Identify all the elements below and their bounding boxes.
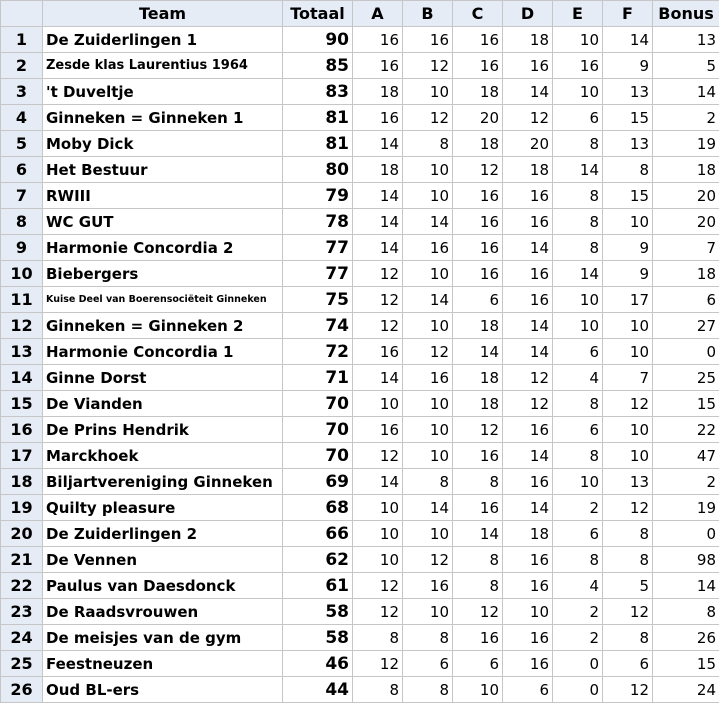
score-d-cell[interactable]: 12 bbox=[503, 365, 553, 391]
bonus-cell[interactable]: 20 bbox=[653, 183, 719, 209]
rank-cell[interactable]: 14 bbox=[1, 365, 43, 391]
team-cell[interactable]: Biebergers bbox=[43, 261, 283, 287]
score-e-cell[interactable]: 16 bbox=[553, 53, 603, 79]
bonus-cell[interactable]: 24 bbox=[653, 677, 719, 703]
score-f-cell[interactable]: 8 bbox=[603, 521, 653, 547]
score-f-cell[interactable]: 9 bbox=[603, 53, 653, 79]
table-row bbox=[1, 495, 719, 521]
bonus-cell[interactable]: 7 bbox=[653, 235, 719, 261]
score-a-cell[interactable]: 14 bbox=[353, 469, 403, 495]
score-c-cell[interactable]: 16 bbox=[453, 261, 503, 287]
score-c-cell[interactable]: 16 bbox=[453, 235, 503, 261]
score-f-cell[interactable]: 12 bbox=[603, 599, 653, 625]
table-body bbox=[1, 27, 719, 703]
header-c[interactable]: C bbox=[453, 1, 503, 27]
score-f-cell[interactable]: 10 bbox=[603, 339, 653, 365]
rank-cell[interactable]: 24 bbox=[1, 625, 43, 651]
score-f-cell[interactable]: 12 bbox=[603, 391, 653, 417]
score-d-cell[interactable]: 16 bbox=[503, 287, 553, 313]
rank-cell[interactable]: 4 bbox=[1, 105, 43, 131]
rank-cell[interactable]: 23 bbox=[1, 599, 43, 625]
table-row bbox=[1, 469, 719, 495]
score-e-cell[interactable]: 10 bbox=[553, 27, 603, 53]
score-f-cell[interactable]: 14 bbox=[603, 27, 653, 53]
score-e-cell[interactable]: 0 bbox=[553, 651, 603, 677]
table-row bbox=[1, 183, 719, 209]
score-a-cell[interactable]: 16 bbox=[353, 417, 403, 443]
total-cell[interactable]: 79 bbox=[283, 183, 353, 209]
score-f-cell[interactable]: 8 bbox=[603, 625, 653, 651]
total-cell[interactable]: 83 bbox=[283, 79, 353, 105]
score-e-cell[interactable]: 8 bbox=[553, 209, 603, 235]
score-a-cell[interactable]: 14 bbox=[353, 183, 403, 209]
score-c-cell[interactable]: 16 bbox=[453, 27, 503, 53]
score-c-cell[interactable]: 16 bbox=[453, 495, 503, 521]
bonus-cell[interactable]: 5 bbox=[653, 53, 719, 79]
score-d-cell[interactable]: 18 bbox=[503, 521, 553, 547]
score-d-cell[interactable]: 16 bbox=[503, 573, 553, 599]
total-cell[interactable]: 70 bbox=[283, 391, 353, 417]
rank-cell[interactable]: 9 bbox=[1, 235, 43, 261]
team-cell[interactable]: Het Bestuur bbox=[43, 157, 283, 183]
table-row bbox=[1, 105, 719, 131]
bonus-cell[interactable]: 13 bbox=[653, 27, 719, 53]
rank-cell[interactable]: 21 bbox=[1, 547, 43, 573]
bonus-cell[interactable]: 6 bbox=[653, 287, 719, 313]
score-d-cell[interactable]: 16 bbox=[503, 183, 553, 209]
total-cell[interactable]: 58 bbox=[283, 625, 353, 651]
total-cell[interactable]: 61 bbox=[283, 573, 353, 599]
score-d-cell[interactable]: 14 bbox=[503, 339, 553, 365]
score-c-cell[interactable]: 12 bbox=[453, 157, 503, 183]
score-c-cell[interactable]: 16 bbox=[453, 625, 503, 651]
score-e-cell[interactable]: 2 bbox=[553, 495, 603, 521]
bonus-cell[interactable]: 98 bbox=[653, 547, 719, 573]
rank-cell[interactable]: 26 bbox=[1, 677, 43, 703]
rank-cell[interactable]: 19 bbox=[1, 495, 43, 521]
score-e-cell[interactable]: 6 bbox=[553, 105, 603, 131]
score-b-cell[interactable]: 16 bbox=[403, 27, 453, 53]
score-b-cell[interactable]: 10 bbox=[403, 79, 453, 105]
bonus-cell[interactable]: 14 bbox=[653, 573, 719, 599]
score-b-cell[interactable]: 12 bbox=[403, 547, 453, 573]
score-d-cell[interactable]: 14 bbox=[503, 313, 553, 339]
score-a-cell[interactable]: 16 bbox=[353, 105, 403, 131]
score-a-cell[interactable]: 10 bbox=[353, 495, 403, 521]
team-cell[interactable]: De Zuiderlingen 1 bbox=[43, 27, 283, 53]
score-e-cell[interactable]: 10 bbox=[553, 287, 603, 313]
score-a-cell[interactable]: 12 bbox=[353, 651, 403, 677]
score-f-cell[interactable]: 6 bbox=[603, 651, 653, 677]
team-cell[interactable]: Ginneken = Ginneken 1 bbox=[43, 105, 283, 131]
score-b-cell[interactable]: 10 bbox=[403, 443, 453, 469]
score-c-cell[interactable]: 18 bbox=[453, 131, 503, 157]
bonus-cell[interactable]: 25 bbox=[653, 365, 719, 391]
team-cell[interactable]: Feestneuzen bbox=[43, 651, 283, 677]
score-d-cell[interactable]: 14 bbox=[503, 443, 553, 469]
score-e-cell[interactable]: 2 bbox=[553, 599, 603, 625]
total-cell[interactable]: 58 bbox=[283, 599, 353, 625]
score-e-cell[interactable]: 6 bbox=[553, 339, 603, 365]
team-cell[interactable]: Harmonie Concordia 1 bbox=[43, 339, 283, 365]
score-f-cell[interactable]: 13 bbox=[603, 469, 653, 495]
header-team[interactable]: Team bbox=[43, 1, 283, 27]
score-f-cell[interactable]: 8 bbox=[603, 157, 653, 183]
bonus-cell[interactable]: 26 bbox=[653, 625, 719, 651]
bonus-cell[interactable]: 2 bbox=[653, 469, 719, 495]
score-c-cell[interactable]: 20 bbox=[453, 105, 503, 131]
score-b-cell[interactable]: 14 bbox=[403, 209, 453, 235]
table-row bbox=[1, 599, 719, 625]
rank-cell[interactable]: 10 bbox=[1, 261, 43, 287]
rank-cell[interactable]: 12 bbox=[1, 313, 43, 339]
score-a-cell[interactable]: 16 bbox=[353, 53, 403, 79]
score-d-cell[interactable]: 12 bbox=[503, 105, 553, 131]
score-f-cell[interactable]: 9 bbox=[603, 261, 653, 287]
score-e-cell[interactable]: 8 bbox=[553, 131, 603, 157]
score-d-cell[interactable]: 14 bbox=[503, 79, 553, 105]
team-cell[interactable]: Harmonie Concordia 2 bbox=[43, 235, 283, 261]
score-d-cell[interactable]: 14 bbox=[503, 235, 553, 261]
score-e-cell[interactable]: 10 bbox=[553, 79, 603, 105]
table-row bbox=[1, 417, 719, 443]
team-cell[interactable]: Moby Dick bbox=[43, 131, 283, 157]
team-cell[interactable]: Biljartvereniging Ginneken bbox=[43, 469, 283, 495]
score-e-cell[interactable]: 14 bbox=[553, 261, 603, 287]
score-a-cell[interactable]: 18 bbox=[353, 157, 403, 183]
header-f[interactable]: F bbox=[603, 1, 653, 27]
score-b-cell[interactable]: 14 bbox=[403, 495, 453, 521]
total-cell[interactable]: 75 bbox=[283, 287, 353, 313]
score-a-cell[interactable]: 12 bbox=[353, 261, 403, 287]
score-a-cell[interactable]: 12 bbox=[353, 599, 403, 625]
score-b-cell[interactable]: 10 bbox=[403, 417, 453, 443]
rank-cell[interactable]: 1 bbox=[1, 27, 43, 53]
total-cell[interactable]: 74 bbox=[283, 313, 353, 339]
score-e-cell[interactable]: 8 bbox=[553, 183, 603, 209]
score-d-cell[interactable]: 10 bbox=[503, 599, 553, 625]
table-row bbox=[1, 235, 719, 261]
score-c-cell[interactable]: 16 bbox=[453, 443, 503, 469]
total-cell[interactable]: 46 bbox=[283, 651, 353, 677]
table-row bbox=[1, 651, 719, 677]
rank-cell[interactable]: 3 bbox=[1, 79, 43, 105]
score-f-cell[interactable]: 10 bbox=[603, 209, 653, 235]
score-b-cell[interactable]: 16 bbox=[403, 365, 453, 391]
bonus-cell[interactable]: 0 bbox=[653, 339, 719, 365]
table-row bbox=[1, 339, 719, 365]
table-row bbox=[1, 365, 719, 391]
score-f-cell[interactable]: 7 bbox=[603, 365, 653, 391]
score-c-cell[interactable]: 16 bbox=[453, 209, 503, 235]
score-f-cell[interactable]: 12 bbox=[603, 677, 653, 703]
score-c-cell[interactable]: 12 bbox=[453, 417, 503, 443]
total-cell[interactable]: 80 bbox=[283, 157, 353, 183]
score-a-cell[interactable]: 18 bbox=[353, 79, 403, 105]
score-e-cell[interactable]: 8 bbox=[553, 235, 603, 261]
bonus-cell[interactable]: 0 bbox=[653, 521, 719, 547]
score-b-cell[interactable]: 8 bbox=[403, 677, 453, 703]
score-c-cell[interactable]: 8 bbox=[453, 573, 503, 599]
score-e-cell[interactable]: 8 bbox=[553, 391, 603, 417]
score-a-cell[interactable]: 12 bbox=[353, 287, 403, 313]
header-row bbox=[1, 1, 719, 27]
score-a-cell[interactable]: 12 bbox=[353, 313, 403, 339]
score-a-cell[interactable]: 14 bbox=[353, 365, 403, 391]
score-f-cell[interactable]: 10 bbox=[603, 443, 653, 469]
score-b-cell[interactable]: 10 bbox=[403, 391, 453, 417]
score-c-cell[interactable]: 18 bbox=[453, 365, 503, 391]
table-row bbox=[1, 131, 719, 157]
table-row bbox=[1, 573, 719, 599]
score-c-cell[interactable]: 6 bbox=[453, 287, 503, 313]
total-cell[interactable]: 62 bbox=[283, 547, 353, 573]
team-cell[interactable]: Ginneken = Ginneken 2 bbox=[43, 313, 283, 339]
bonus-cell[interactable]: 2 bbox=[653, 105, 719, 131]
score-c-cell[interactable]: 10 bbox=[453, 677, 503, 703]
team-cell[interactable]: De meisjes van de gym bbox=[43, 625, 283, 651]
total-cell[interactable]: 68 bbox=[283, 495, 353, 521]
bonus-cell[interactable]: 22 bbox=[653, 417, 719, 443]
score-c-cell[interactable]: 8 bbox=[453, 547, 503, 573]
rank-cell[interactable]: 5 bbox=[1, 131, 43, 157]
bonus-cell[interactable]: 8 bbox=[653, 599, 719, 625]
score-f-cell[interactable]: 15 bbox=[603, 105, 653, 131]
score-e-cell[interactable]: 6 bbox=[553, 417, 603, 443]
score-e-cell[interactable]: 2 bbox=[553, 625, 603, 651]
bonus-cell[interactable]: 19 bbox=[653, 131, 719, 157]
score-e-cell[interactable]: 8 bbox=[553, 547, 603, 573]
table-row bbox=[1, 287, 719, 313]
total-cell[interactable]: 78 bbox=[283, 209, 353, 235]
score-a-cell[interactable]: 14 bbox=[353, 235, 403, 261]
team-cell[interactable]: De Vianden bbox=[43, 391, 283, 417]
table-row bbox=[1, 53, 719, 79]
rank-cell[interactable]: 17 bbox=[1, 443, 43, 469]
score-d-cell[interactable]: 16 bbox=[503, 417, 553, 443]
score-f-cell[interactable]: 12 bbox=[603, 495, 653, 521]
score-b-cell[interactable]: 10 bbox=[403, 599, 453, 625]
score-a-cell[interactable]: 14 bbox=[353, 209, 403, 235]
rank-cell[interactable]: 22 bbox=[1, 573, 43, 599]
bonus-cell[interactable]: 18 bbox=[653, 261, 719, 287]
score-c-cell[interactable]: 16 bbox=[453, 53, 503, 79]
score-b-cell[interactable]: 16 bbox=[403, 235, 453, 261]
score-d-cell[interactable]: 18 bbox=[503, 27, 553, 53]
score-e-cell[interactable]: 0 bbox=[553, 677, 603, 703]
score-d-cell[interactable]: 16 bbox=[503, 651, 553, 677]
rank-cell[interactable]: 11 bbox=[1, 287, 43, 313]
score-b-cell[interactable]: 10 bbox=[403, 157, 453, 183]
score-a-cell[interactable]: 12 bbox=[353, 443, 403, 469]
score-b-cell[interactable]: 8 bbox=[403, 625, 453, 651]
score-b-cell[interactable]: 12 bbox=[403, 53, 453, 79]
table-row bbox=[1, 625, 719, 651]
score-b-cell[interactable]: 10 bbox=[403, 183, 453, 209]
score-d-cell[interactable]: 16 bbox=[503, 625, 553, 651]
score-f-cell[interactable]: 5 bbox=[603, 573, 653, 599]
team-cell[interactable]: De Prins Hendrik bbox=[43, 417, 283, 443]
score-c-cell[interactable]: 14 bbox=[453, 521, 503, 547]
score-b-cell[interactable]: 10 bbox=[403, 261, 453, 287]
score-b-cell[interactable]: 12 bbox=[403, 339, 453, 365]
score-e-cell[interactable]: 4 bbox=[553, 365, 603, 391]
bonus-cell[interactable]: 15 bbox=[653, 391, 719, 417]
bonus-cell[interactable]: 19 bbox=[653, 495, 719, 521]
total-cell[interactable]: 44 bbox=[283, 677, 353, 703]
team-cell[interactable]: WC GUT bbox=[43, 209, 283, 235]
bonus-cell[interactable]: 47 bbox=[653, 443, 719, 469]
bonus-cell[interactable]: 20 bbox=[653, 209, 719, 235]
score-d-cell[interactable]: 16 bbox=[503, 209, 553, 235]
score-c-cell[interactable]: 14 bbox=[453, 339, 503, 365]
score-b-cell[interactable]: 8 bbox=[403, 131, 453, 157]
score-a-cell[interactable]: 10 bbox=[353, 521, 403, 547]
team-cell[interactable]: Zesde klas Laurentius 1964 bbox=[43, 53, 283, 79]
total-cell[interactable]: 70 bbox=[283, 443, 353, 469]
score-e-cell[interactable]: 4 bbox=[553, 573, 603, 599]
table-row bbox=[1, 261, 719, 287]
team-cell[interactable]: De Vennen bbox=[43, 547, 283, 573]
rank-cell[interactable]: 25 bbox=[1, 651, 43, 677]
score-e-cell[interactable]: 10 bbox=[553, 313, 603, 339]
score-a-cell[interactable]: 8 bbox=[353, 677, 403, 703]
rank-cell[interactable]: 18 bbox=[1, 469, 43, 495]
score-f-cell[interactable]: 8 bbox=[603, 547, 653, 573]
score-d-cell[interactable]: 12 bbox=[503, 391, 553, 417]
team-cell[interactable]: Quilty pleasure bbox=[43, 495, 283, 521]
table-row bbox=[1, 547, 719, 573]
total-cell[interactable]: 85 bbox=[283, 53, 353, 79]
score-a-cell[interactable]: 8 bbox=[353, 625, 403, 651]
total-cell[interactable]: 81 bbox=[283, 105, 353, 131]
header-e[interactable]: E bbox=[553, 1, 603, 27]
score-c-cell[interactable]: 8 bbox=[453, 469, 503, 495]
table-row bbox=[1, 209, 719, 235]
score-b-cell[interactable]: 10 bbox=[403, 313, 453, 339]
team-cell[interactable]: Oud BL-ers bbox=[43, 677, 283, 703]
score-e-cell[interactable]: 6 bbox=[553, 521, 603, 547]
total-cell[interactable]: 72 bbox=[283, 339, 353, 365]
score-b-cell[interactable]: 14 bbox=[403, 287, 453, 313]
score-c-cell[interactable]: 12 bbox=[453, 599, 503, 625]
table-row bbox=[1, 27, 719, 53]
bonus-cell[interactable]: 18 bbox=[653, 157, 719, 183]
team-cell[interactable]: Kuise Deel van Boerensociëteit Ginneken bbox=[43, 287, 283, 313]
total-cell[interactable]: 69 bbox=[283, 469, 353, 495]
score-f-cell[interactable]: 10 bbox=[603, 417, 653, 443]
score-b-cell[interactable]: 10 bbox=[403, 521, 453, 547]
score-a-cell[interactable]: 10 bbox=[353, 547, 403, 573]
score-d-cell[interactable]: 6 bbox=[503, 677, 553, 703]
score-b-cell[interactable]: 12 bbox=[403, 105, 453, 131]
score-c-cell[interactable]: 18 bbox=[453, 313, 503, 339]
total-cell[interactable]: 77 bbox=[283, 235, 353, 261]
score-f-cell[interactable]: 10 bbox=[603, 313, 653, 339]
team-cell[interactable]: Ginne Dorst bbox=[43, 365, 283, 391]
table-row bbox=[1, 677, 719, 703]
rank-cell[interactable]: 2 bbox=[1, 53, 43, 79]
score-f-cell[interactable]: 13 bbox=[603, 79, 653, 105]
total-cell[interactable]: 77 bbox=[283, 261, 353, 287]
score-f-cell[interactable]: 15 bbox=[603, 183, 653, 209]
score-a-cell[interactable]: 10 bbox=[353, 391, 403, 417]
team-cell[interactable]: Marckhoek bbox=[43, 443, 283, 469]
bonus-cell[interactable]: 27 bbox=[653, 313, 719, 339]
score-f-cell[interactable]: 17 bbox=[603, 287, 653, 313]
header-total[interactable]: Totaal bbox=[283, 1, 353, 27]
total-cell[interactable]: 70 bbox=[283, 417, 353, 443]
rank-cell[interactable]: 6 bbox=[1, 157, 43, 183]
header-bonus[interactable]: Bonus bbox=[653, 1, 719, 27]
score-d-cell[interactable]: 16 bbox=[503, 261, 553, 287]
score-d-cell[interactable]: 18 bbox=[503, 157, 553, 183]
bonus-cell[interactable]: 14 bbox=[653, 79, 719, 105]
header-a[interactable]: A bbox=[353, 1, 403, 27]
score-f-cell[interactable]: 13 bbox=[603, 131, 653, 157]
rank-cell[interactable]: 15 bbox=[1, 391, 43, 417]
score-d-cell[interactable]: 16 bbox=[503, 53, 553, 79]
corner-cell[interactable] bbox=[1, 1, 43, 27]
score-b-cell[interactable]: 6 bbox=[403, 651, 453, 677]
score-c-cell[interactable]: 18 bbox=[453, 391, 503, 417]
score-f-cell[interactable]: 9 bbox=[603, 235, 653, 261]
team-cell[interactable]: De Zuiderlingen 2 bbox=[43, 521, 283, 547]
score-d-cell[interactable]: 16 bbox=[503, 547, 553, 573]
rank-cell[interactable]: 7 bbox=[1, 183, 43, 209]
table-row bbox=[1, 157, 719, 183]
total-cell[interactable]: 90 bbox=[283, 27, 353, 53]
table-row bbox=[1, 79, 719, 105]
score-d-cell[interactable]: 14 bbox=[503, 495, 553, 521]
total-cell[interactable]: 71 bbox=[283, 365, 353, 391]
total-cell[interactable]: 81 bbox=[283, 131, 353, 157]
score-c-cell[interactable]: 16 bbox=[453, 183, 503, 209]
score-b-cell[interactable]: 16 bbox=[403, 573, 453, 599]
score-e-cell[interactable]: 14 bbox=[553, 157, 603, 183]
team-cell[interactable]: RWIII bbox=[43, 183, 283, 209]
rank-cell[interactable]: 16 bbox=[1, 417, 43, 443]
score-b-cell[interactable]: 8 bbox=[403, 469, 453, 495]
header-b[interactable]: B bbox=[403, 1, 453, 27]
team-cell[interactable]: Paulus van Daesdonck bbox=[43, 573, 283, 599]
score-a-cell[interactable]: 14 bbox=[353, 131, 403, 157]
table-row bbox=[1, 521, 719, 547]
table-row bbox=[1, 313, 719, 339]
score-a-cell[interactable]: 16 bbox=[353, 27, 403, 53]
total-cell[interactable]: 66 bbox=[283, 521, 353, 547]
table-row bbox=[1, 443, 719, 469]
table-row bbox=[1, 391, 719, 417]
score-c-cell[interactable]: 18 bbox=[453, 79, 503, 105]
rank-cell[interactable]: 20 bbox=[1, 521, 43, 547]
team-cell[interactable]: De Raadsvrouwen bbox=[43, 599, 283, 625]
rank-cell[interactable]: 8 bbox=[1, 209, 43, 235]
score-d-cell[interactable]: 16 bbox=[503, 469, 553, 495]
score-e-cell[interactable]: 8 bbox=[553, 443, 603, 469]
score-a-cell[interactable]: 12 bbox=[353, 573, 403, 599]
score-c-cell[interactable]: 6 bbox=[453, 651, 503, 677]
bonus-cell[interactable]: 15 bbox=[653, 651, 719, 677]
header-d[interactable]: D bbox=[503, 1, 553, 27]
team-cell[interactable]: 't Duveltje bbox=[43, 79, 283, 105]
rank-cell[interactable]: 13 bbox=[1, 339, 43, 365]
score-a-cell[interactable]: 16 bbox=[353, 339, 403, 365]
score-d-cell[interactable]: 20 bbox=[503, 131, 553, 157]
score-e-cell[interactable]: 10 bbox=[553, 469, 603, 495]
